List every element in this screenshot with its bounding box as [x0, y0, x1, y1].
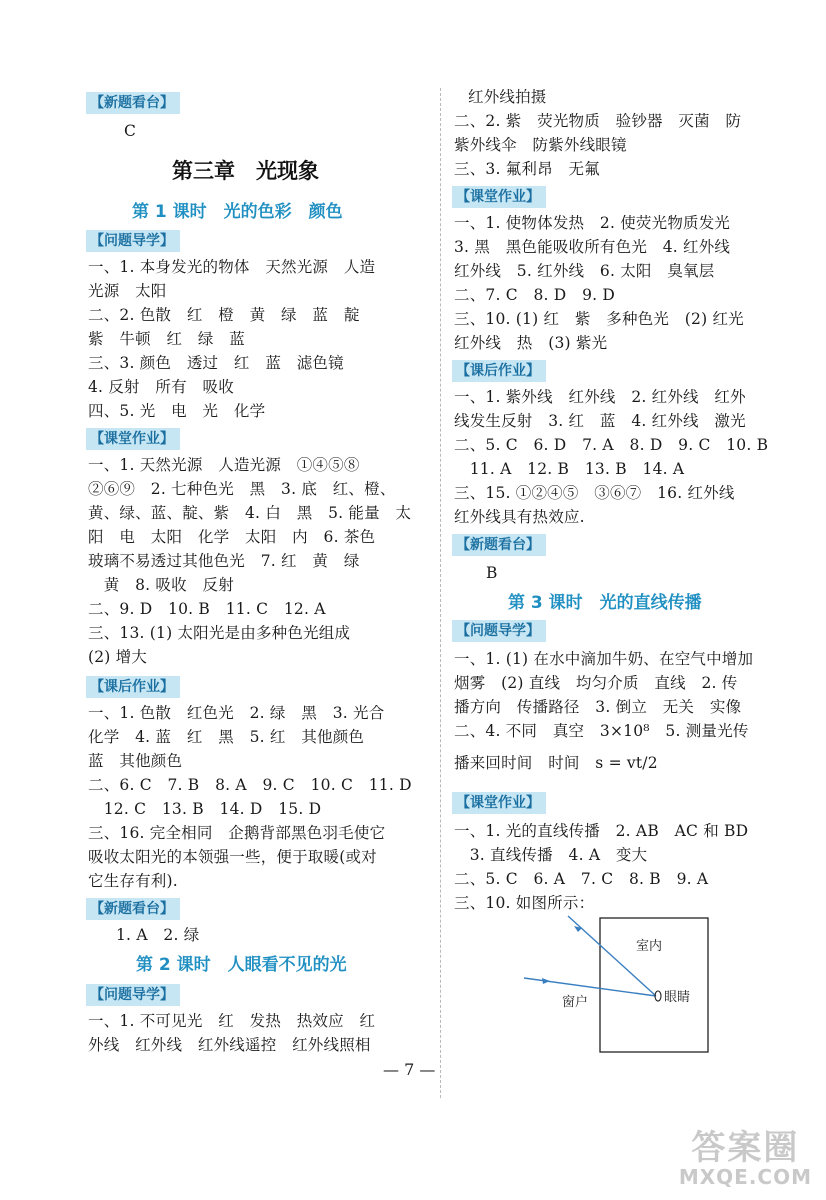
text-line: 玻璃不易透过其他色光 7. 红 黄 绿: [88, 552, 360, 570]
text-line: 二、7. C 8. D 9. D: [454, 286, 616, 304]
text-line: 一、1. (1) 在水中滴加牛奶、在空气中增加: [454, 650, 754, 668]
watermark: [679, 1130, 812, 1188]
text-line: 一、1. 使物体发热 2. 使荧光物质发光: [454, 214, 731, 232]
arrow-head-icon: [542, 978, 550, 984]
text-line: 它生存有利).: [88, 872, 178, 890]
text-line: 黄 8. 吸收 反射: [88, 576, 234, 594]
lesson-title: 第 1 课时 光的色彩 颜色: [132, 202, 343, 222]
text-line: 三、3. 颜色 透过 红 蓝 滤色镜: [88, 354, 344, 372]
text-line: 播来回时间 时间 s = vt/2: [454, 754, 658, 772]
text-line: 11. A 12. B 13. B 14. A: [454, 460, 685, 478]
text-line: 吸收太阳光的本领强一些，便于取暖(或对: [88, 848, 377, 866]
lesson-title: 第 3 课时 光的直线传播: [508, 593, 702, 613]
page-number: — 7 —: [383, 1060, 436, 1079]
answer-line: B: [486, 564, 498, 582]
section-tag-classwork: 【课堂作业】: [86, 428, 180, 450]
text-line: 红外线拍摄: [468, 88, 547, 106]
text-line: 红外线 5. 红外线 6. 太阳 臭氧层: [454, 262, 715, 280]
text-line: 4. 反射 所有 吸收: [88, 378, 234, 396]
answer-line: C: [124, 122, 137, 140]
text-line: 线发生反射 3. 红 蓝 4. 红外线 激光: [454, 412, 746, 430]
text-line: 三、10. (1) 红 紫 多种色光 (2) 红光: [454, 310, 744, 328]
section-tag-classwork: 【课堂作业】: [452, 792, 546, 814]
chapter-title: 第三章 光现象: [172, 159, 319, 183]
text-line: 二、4. 不同 真空 3×10⁸ 5. 测量光传: [454, 722, 749, 740]
section-tag-classwork: 【课堂作业】: [452, 186, 546, 208]
text-line: 红外线具有热效应.: [454, 508, 585, 526]
text-line: 播方向 传播路径 3. 倒立 无关 实像: [454, 698, 742, 716]
text-line: (2) 增大: [88, 648, 148, 666]
section-tag-new-questions: 【新题看台】: [86, 92, 180, 114]
text-line: 二、5. C 6. A 7. C 8. B 9. A: [454, 870, 709, 888]
section-tag-guide: 【问题导学】: [452, 620, 546, 642]
section-tag-guide: 【问题导学】: [86, 230, 180, 252]
text-line: ②⑥⑨ 2. 七种色光 黑 3. 底 红、橙、: [88, 480, 396, 498]
text-line: 3. 直线传播 4. A 变大: [454, 846, 648, 864]
text-line: 3. 黑 黑色能吸收所有色光 4. 红外线: [454, 238, 731, 256]
text-line: 光源 太阳: [88, 282, 167, 300]
watermark-title: 答案圈: [691, 1128, 800, 1168]
text-line: 一、1. 本身发光的物体 天然光源 人造: [88, 258, 376, 276]
room-label: 室内: [636, 939, 663, 954]
section-tag-new-questions: 【新题看台】: [86, 898, 180, 920]
text-line: 一、1. 光的直线传播 2. AB AC 和 BD: [454, 822, 749, 840]
text-line: 一、1. 天然光源 人造光源 ①④⑤⑧: [88, 456, 360, 474]
text-line: 四、5. 光 电 光 化学: [88, 402, 266, 420]
section-tag-new-questions: 【新题看台】: [452, 534, 546, 556]
text-line: 蓝 其他颜色: [88, 752, 183, 770]
text-line: 阳 电 太阳 化学 太阳 内 6. 茶色: [88, 528, 376, 546]
text-line: 紫外线伞 防紫外线眼镜: [454, 136, 627, 154]
text-line: 12. C 13. B 14. D 15. D: [88, 800, 322, 818]
text-line: 化学 4. 蓝 红 黑 5. 红 其他颜色: [88, 728, 365, 746]
text-line: 一、1. 紫外线 红外线 2. 红外线 红外: [454, 388, 746, 406]
text-line: 黄、绿、蓝、靛、紫 4. 白 黑 5. 能量 太: [88, 504, 412, 522]
text-line: 红外线 热 (3) 紫光: [454, 334, 608, 352]
text-line: 三、10. 如图所示：: [454, 894, 595, 912]
text-line: 烟雾 (2) 直线 均匀介质 直线 2. 传: [454, 674, 738, 692]
text-line: 二、5. C 6. D 7. A 8. D 9. C 10. B: [454, 436, 769, 454]
text-line: 一、1. 不可见光 红 发热 热效应 红: [88, 1012, 376, 1030]
text-line: 三、15. ①②④⑤ ③⑥⑦ 16. 红外线: [454, 484, 735, 502]
text-line: 三、13. (1) 太阳光是由多种色光组成: [88, 624, 351, 642]
watermark-url: MXQE.COM: [678, 1165, 812, 1189]
text-line: 二、2. 紫 荧光物质 验钞器 灭菌 防: [454, 112, 742, 130]
text-line: 紫 牛顿 红 绿 蓝: [88, 330, 246, 348]
section-tag-guide: 【问题导学】: [86, 984, 180, 1006]
text-line: 二、9. D 10. B 11. C 12. A: [88, 600, 326, 618]
text-line: 1. A 2. 绿: [116, 926, 200, 944]
text-line: 三、3. 氟利昂 无氟: [454, 160, 600, 178]
text-line: 三、16. 完全相同 企鹅背部黑色羽毛使它: [88, 824, 386, 842]
text-line: 一、1. 色散 红色光 2. 绿 黑 3. 光合: [88, 704, 385, 722]
section-tag-homework: 【课后作业】: [452, 360, 546, 382]
text-line: 二、2. 色散 红 橙 黄 绿 蓝 靛: [88, 306, 360, 324]
window-label: 窗户: [562, 995, 589, 1010]
column-divider: [440, 88, 441, 1098]
text-line: 二、6. C 7. B 8. A 9. C 10. C 11. D: [88, 776, 412, 794]
eye-label: 眼睛: [664, 990, 691, 1005]
lesson-title: 第 2 课时 人眼看不见的光: [136, 955, 347, 975]
light-ray-diagram: [518, 912, 714, 1054]
section-tag-homework: 【课后作业】: [86, 676, 180, 698]
text-line: 外线 红外线 红外线遥控 红外线照相: [88, 1036, 371, 1054]
